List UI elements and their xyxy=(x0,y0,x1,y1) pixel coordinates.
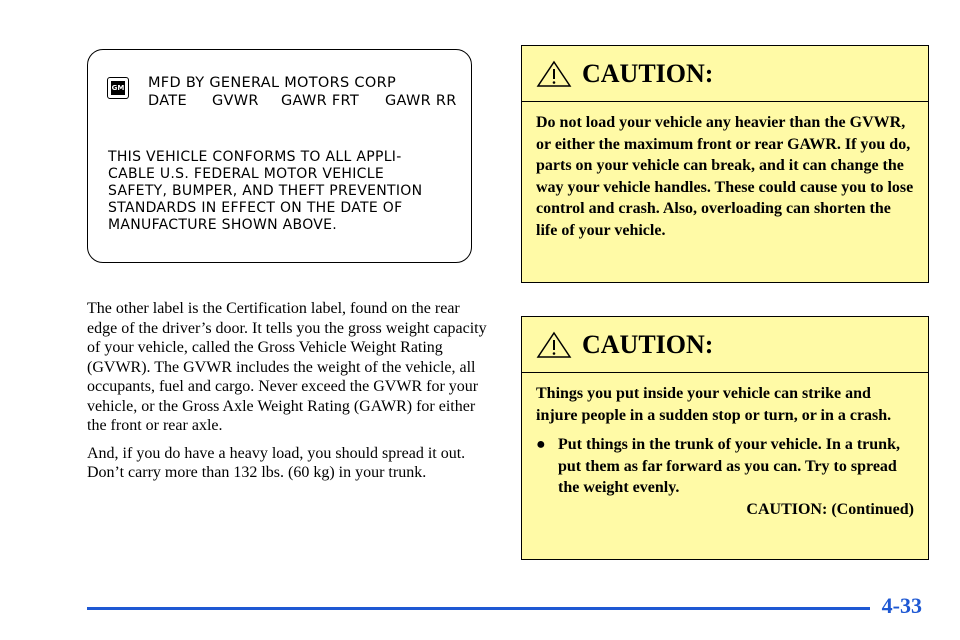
warning-triangle-icon xyxy=(536,60,572,88)
warning-triangle-icon xyxy=(536,331,572,359)
gm-logo-text: GM xyxy=(111,81,125,95)
caution-box xyxy=(521,316,929,560)
footer-rule xyxy=(87,607,870,610)
label-gawr-rr: GAWR RR xyxy=(385,93,457,109)
label-gawr-frt: GAWR FRT xyxy=(281,93,360,109)
caution-body xyxy=(522,373,928,520)
label-conform-line: SAFETY, BUMPER, AND THEFT PREVENTION xyxy=(108,183,423,199)
label-conform-line: THIS VEHICLE CONFORMS TO ALL APPLI- xyxy=(108,149,402,165)
caution-title: CAUTION: xyxy=(582,329,714,359)
caution-continued: CAUTION: (Continued) xyxy=(746,500,914,518)
label-manufacturer-line: MFD BY GENERAL MOTORS CORP xyxy=(148,75,396,91)
caution-body xyxy=(522,102,928,241)
label-gvwr: GVWR xyxy=(212,93,259,109)
gm-logo xyxy=(107,77,129,99)
caution-bullet-item xyxy=(536,434,914,499)
caution-text: Things you put inside your vehicle can strike and injure people in a sudden stop or turn, or in a crash. xyxy=(536,385,892,424)
body-paragraph: And, if you do have a heavy load, you should spread it out. Don’t carry more than 132 lbs. (60 kg) in your trunk. xyxy=(87,444,466,481)
bullet-dot-icon: ● xyxy=(536,436,546,453)
page-number: 4-33 xyxy=(881,593,922,618)
caution-text: Do not load your vehicle any heavier than the GVWR, or either the maximum front or rear GAWR. If you do, parts on your vehicle can break, and it can change the way your vehicle handles. These could cause you to lose control and crash. Also, overloading can shorten the life of your vehicle. xyxy=(536,114,914,239)
label-conform-line: STANDARDS IN EFFECT ON THE DATE OF xyxy=(108,200,403,216)
body-paragraph: The other label is the Certification label, found on the rear edge of the driver’s door. It tells you the gross weight capacity of your vehicle, called the Gross Vehicle Weight Rating (GVWR). The GVWR includes the weight of the vehicle, all occupants, fuel and cargo. Never exceed the GVWR for your vehicle, or the Gross Axle Weight Rating (GAWR) for either the front or rear axle. xyxy=(87,300,487,434)
caution-bullet-text: Put things in the trunk of your vehicle. In a trunk, put them as far forward as you can. Try to spread the weight evenly. xyxy=(558,436,900,496)
certification-label-figure xyxy=(87,49,472,263)
caution-header xyxy=(522,46,928,102)
caution-title: CAUTION: xyxy=(582,58,714,88)
body-text xyxy=(87,299,487,491)
label-conform-line: CABLE U.S. FEDERAL MOTOR VEHICLE xyxy=(108,166,384,182)
caution-box xyxy=(521,45,929,283)
label-conform-line: MANUFACTURE SHOWN ABOVE. xyxy=(108,217,338,233)
label-date: DATE xyxy=(148,93,187,109)
caution-header xyxy=(522,317,928,373)
